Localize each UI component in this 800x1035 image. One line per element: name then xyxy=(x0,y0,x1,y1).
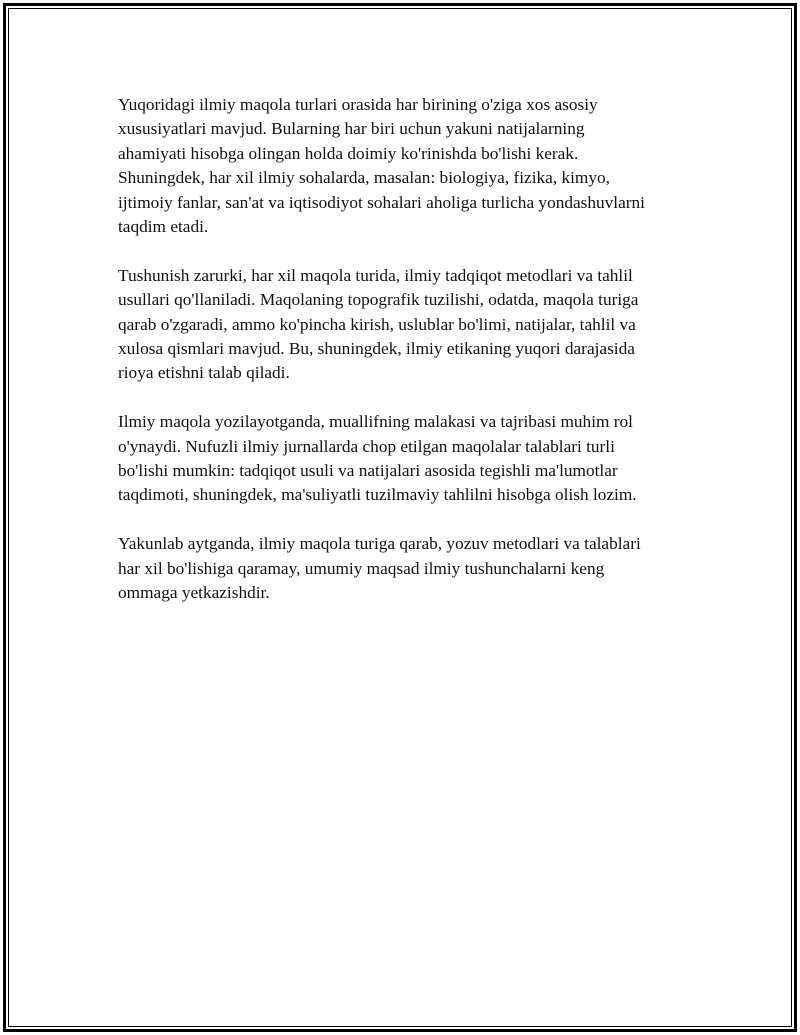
paragraph-1 xyxy=(118,93,688,239)
text-line: Shuningdek, har xil ilmiy sohalarda, masalan: biologiya, fizika, kimyo, xyxy=(118,168,610,188)
text-line: qarab o'zgaradi, ammo ko'pincha kirish, uslublar bo'limi, natijalar, tahlil va xyxy=(118,314,636,334)
text-line: taqdimoti, shuningdek, ma'suliyatli tuzilmaviy tahlilni hisobga olish lozim. xyxy=(118,485,637,505)
paragraph-3 xyxy=(118,410,688,508)
paragraph-4 xyxy=(118,532,688,605)
text-line: o'ynaydi. Nufuzli ilmiy jurnallarda chop etilgan maqolalar talablari turli xyxy=(118,436,615,456)
text-line: rioya etishni talab qiladi. xyxy=(118,363,290,383)
text-line: Tushunish zarurki, har xil maqola turida, ilmiy tadqiqot metodlari va tahlil xyxy=(118,265,633,285)
text-line: ijtimoiy fanlar, san'at va iqtisodiyot sohalari aholiga turlicha yondashuvlarni xyxy=(118,192,645,212)
text-line: xulosa qismlari mavjud. Bu, shuningdek, ilmiy etikaning yuqori darajasida xyxy=(118,339,635,359)
text-line: Yakunlab aytganda, ilmiy maqola turiga qarab, yozuv metodlari va talablari xyxy=(118,534,641,554)
text-line: taqdim etadi. xyxy=(118,217,209,237)
text-line: ahamiyati hisobga olingan holda doimiy ko'rinishda bo'lishi kerak. xyxy=(118,143,579,163)
text-line: xususiyatlari mavjud. Bularning har biri uchun yakuni natijalarning xyxy=(118,119,585,139)
text-line: har xil bo'lishiga qaramay, umumiy maqsad ilmiy tushunchalarni keng xyxy=(118,558,605,578)
text-line: Ilmiy maqola yozilayotganda, muallifning malakasi va tajribasi muhim rol xyxy=(118,412,633,432)
text-line: ommaga yetkazishdir. xyxy=(118,583,270,603)
text-line: usullari qo'llaniladi. Maqolaning topografik tuzilishi, odatda, maqola turiga xyxy=(118,290,639,310)
text-line: bo'lishi mumkin: tadqiqot usuli va natijalari asosida tegishli ma'lumotlar xyxy=(118,461,618,481)
document-body xyxy=(118,93,688,630)
paragraph-2 xyxy=(118,264,688,386)
text-line: Yuqoridagi ilmiy maqola turlari orasida har birining o'ziga xos asosiy xyxy=(118,95,598,114)
